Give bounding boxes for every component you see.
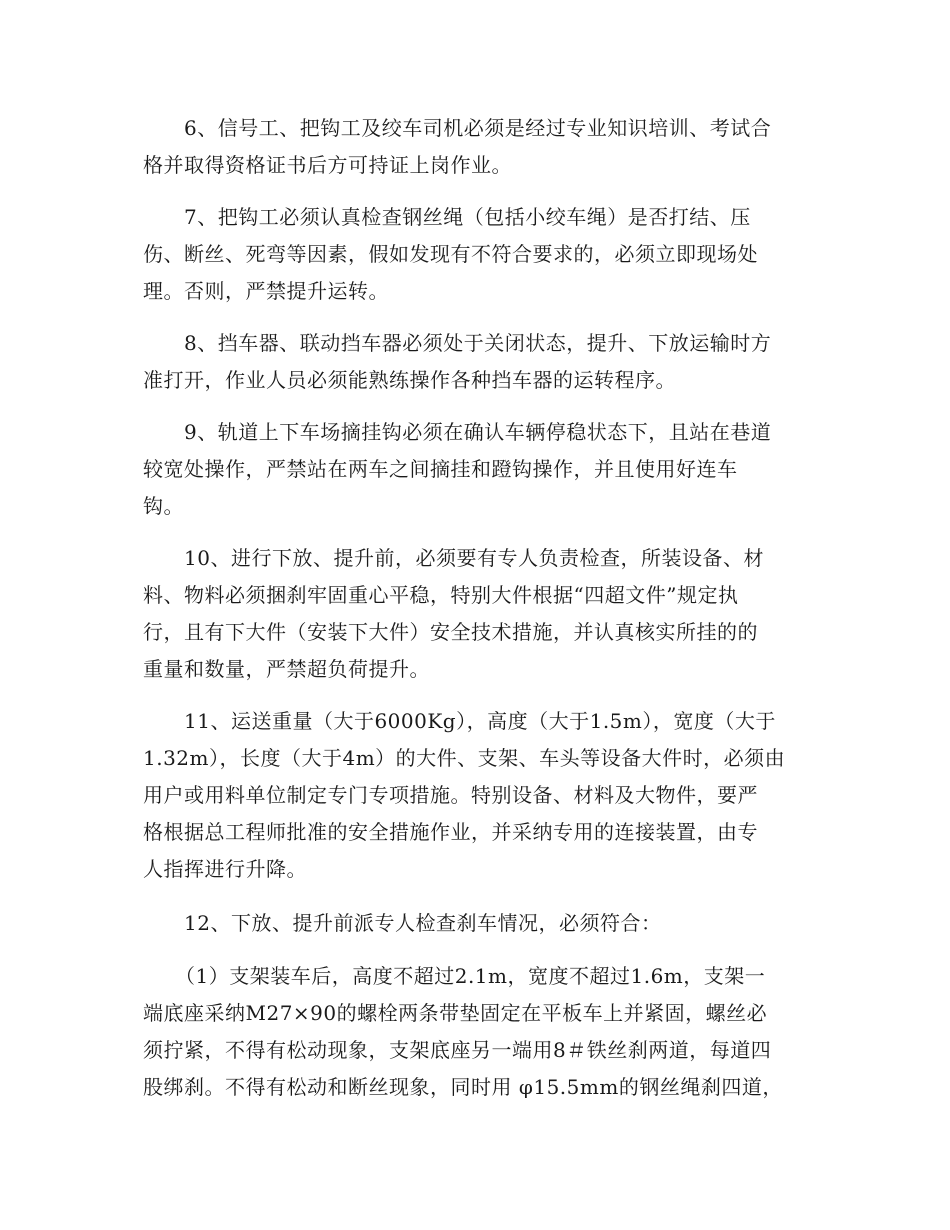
paragraph-10-line-1: 10、进行下放、提升前，必须要有专人负责检查，所装设备、材 <box>184 546 764 570</box>
paragraph-10-line-2: 料、物料必须捆刹牢固重心平稳，特别大件根据“四超文件”规定执 <box>143 583 739 607</box>
paragraph-12-1-line-3: 须拧紧，不得有松动现象，支架底座另一端用8＃铁丝刹两道，每道四 <box>143 1038 772 1062</box>
paragraph-11-line-1: 11、运送重量（大于6000Kg），高度（大于1.5m），宽度（大于 <box>184 709 776 733</box>
paragraph-6-line-2: 格并取得资格证书后方可持证上岗作业。 <box>143 153 512 177</box>
paragraph-12-1-line-2: 端底座采纳M27×90的螺栓两条带垫固定在平板车上并紧固，螺丝必 <box>143 1001 768 1025</box>
paragraph-10-line-4: 重量和数量，严禁超负荷提升。 <box>143 657 430 681</box>
paragraph-11-line-3: 用户或用料单位制定专门专项措施。特别设备、材料及大物件，要严 <box>143 783 758 807</box>
paragraph-7-line-2: 伤、断丝、死弯等因素，假如发现有不符合要求的，必须立即现场处 <box>143 242 758 266</box>
paragraph-11-line-2: 1.32m），长度（大于4m）的大件、支架、车头等设备大件时，必须由 <box>143 746 786 770</box>
paragraph-9-line-1: 9、轨道上下车场摘挂钩必须在确认车辆停稳状态下，且站在巷道 <box>184 420 772 444</box>
paragraph-6-line-1: 6、信号工、把钩工及绞车司机必须是经过专业知识培训、考试合 <box>184 116 772 140</box>
paragraph-10-line-3: 行，且有下大件（安装下大件）安全技术措施，并认真核实所挂的的 <box>143 620 758 644</box>
paragraph-12-line-1: 12、下放、提升前派专人检查刹车情况，必须符合： <box>184 911 662 935</box>
paragraph-12-1-line-1: （1）支架装车后，高度不超过2.1m，宽度不超过1.6m，支架一 <box>175 964 766 988</box>
paragraph-11-line-4: 格根据总工程师批准的安全措施作业，并采纳专用的连接装置，由专 <box>143 820 758 844</box>
paragraph-11-line-5: 人指挥进行升降。 <box>143 857 307 881</box>
paragraph-8-line-1: 8、挡车器、联动挡车器必须处于关闭状态，提升、下放运输时方 <box>184 331 772 355</box>
paragraph-7-line-1: 7、把钩工必须认真检查钢丝绳（包括小绞车绳）是否打结、压 <box>184 205 751 229</box>
paragraph-12-1-line-4: 股绑刹。不得有松动和断丝现象，同时用 φ15.5mm的钢丝绳刹四道， <box>143 1075 783 1099</box>
paragraph-9-line-2: 较宽处操作，严禁站在两车之间摘挂和蹬钩操作，并且使用好连车 <box>143 457 738 481</box>
paragraph-8-line-2: 准打开，作业人员必须能熟练操作各种挡车器的运转程序。 <box>143 368 676 392</box>
paragraph-7-line-3: 理。否则，严禁提升运转。 <box>143 279 389 303</box>
paragraph-9-line-3: 钩。 <box>143 494 184 518</box>
